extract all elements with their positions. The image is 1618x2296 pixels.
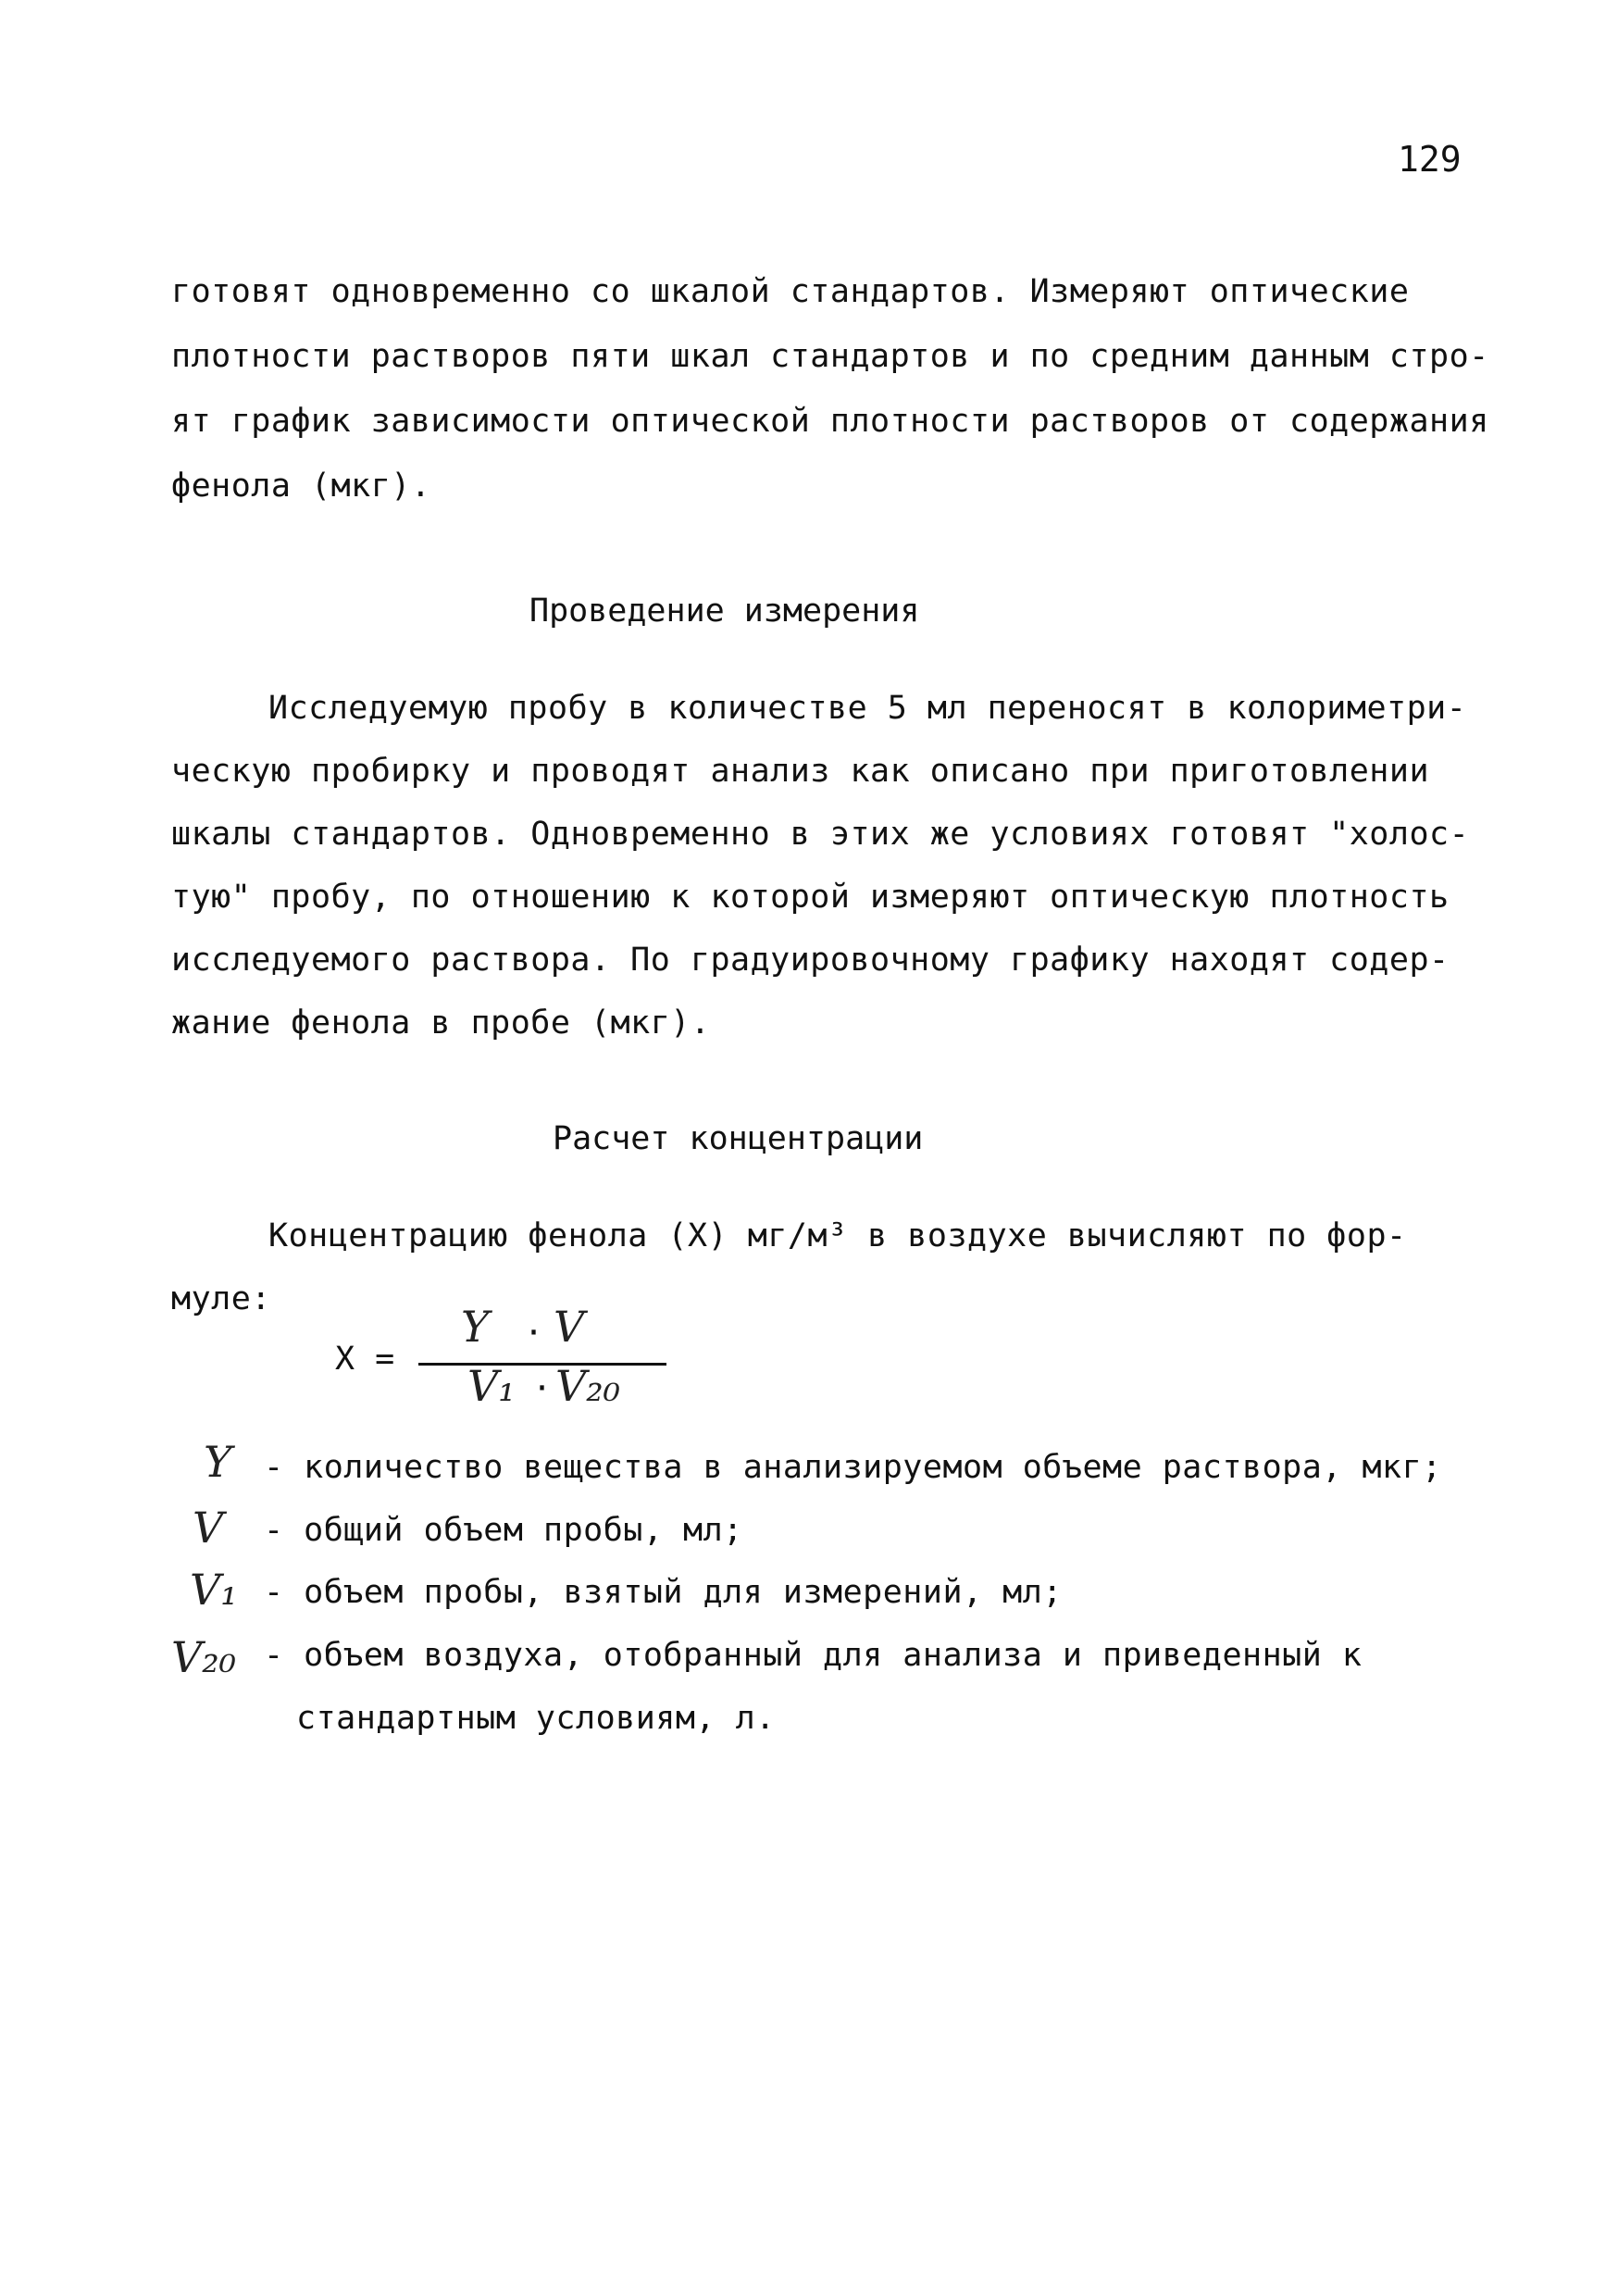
paragraph-line: тую" пробу, по отношению к которой измеряют оптическую плотность [171, 879, 1450, 916]
paragraph-line: готовят одновременно со шкалой стандартов. Измеряют оптические [171, 273, 1410, 310]
paragraph-line: исследуемого раствора. По градуировочному графику находят содер- [171, 942, 1450, 979]
paragraph-line: жание фенола в пробе (мкг). [171, 1004, 711, 1042]
paragraph-line: плотности растворов пяти шкал стандартов и по средним данным стро- [171, 338, 1489, 375]
formula-denominator-dot: · [532, 1370, 553, 1407]
legend-text: - количество вещества в анализируемом объеме раствора, мкг; [264, 1449, 1442, 1486]
formula-denominator-v20: V₂₀ [555, 1361, 621, 1411]
legend-symbol: V [193, 1503, 224, 1553]
paragraph-line: шкалы стандартов. Одновременно в этих же условиях готовят "холос- [171, 816, 1470, 853]
formula-numerator-dot: · [524, 1315, 544, 1352]
section-heading: Проведение измерения [529, 593, 920, 630]
legend-symbol: Y [204, 1437, 232, 1487]
paragraph-line: ческую пробирку и проводят анализ как описано при приготовлении [171, 753, 1430, 790]
legend-symbol: V₂₀ [171, 1632, 237, 1682]
legend-text-continuation: стандартным условиям, л. [296, 1700, 776, 1737]
paragraph-line: ят график зависимости оптической плотности растворов от содержания [171, 403, 1489, 440]
page-number: 129 [1398, 139, 1462, 180]
section-heading: Расчет концентрации [553, 1120, 924, 1157]
formula-numerator-y: Y [461, 1302, 490, 1352]
paragraph-line: Концентрацию фенола (X) мг/м³ в воздухе вычисляют по фор- [268, 1217, 1407, 1254]
legend-symbol: V₁ [190, 1565, 238, 1615]
fraction-bar [418, 1363, 666, 1366]
formula-denominator-v1: V₁ [467, 1361, 516, 1411]
legend-text: - объем пробы, взятый для измерений, мл; [264, 1574, 1063, 1611]
formula-numerator-v: V [554, 1302, 585, 1352]
paragraph-line: Исследуемую пробу в количестве 5 мл переносят в колориметри- [268, 690, 1467, 727]
paragraph-line: муле: [171, 1280, 271, 1317]
formula-lhs: X = [335, 1341, 395, 1378]
legend-text: - объем воздуха, отобранный для анализа и приведенный к [264, 1637, 1363, 1674]
paragraph-line: фенола (мкг). [171, 468, 431, 505]
legend-text: - общий объем пробы, мл; [264, 1512, 743, 1549]
